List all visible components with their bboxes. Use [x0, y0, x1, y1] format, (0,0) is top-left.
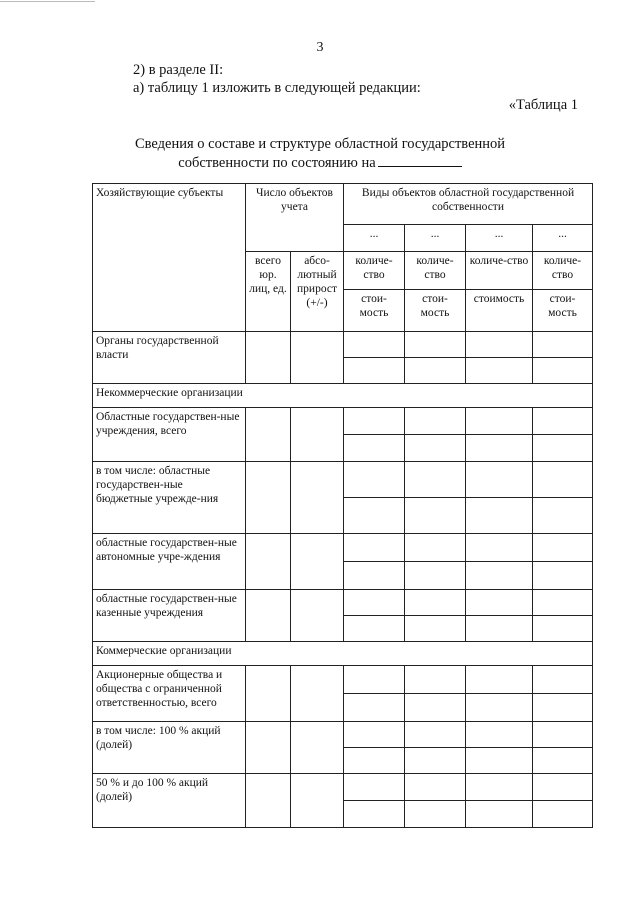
table-cell [405, 358, 466, 384]
page-number: 3 [316, 40, 324, 55]
table-cell [291, 462, 344, 534]
table-cell [533, 462, 593, 498]
header-cost-2: стои-мость [405, 290, 466, 332]
table-cell [405, 408, 466, 435]
header-entities: Хозяйствующие субъекты [93, 184, 246, 332]
table-cell [533, 590, 593, 616]
table-cell [466, 616, 533, 642]
intro-line-1: 2) в разделе II: [133, 62, 224, 78]
table-cell [344, 562, 405, 590]
table-cell [466, 774, 533, 801]
table-cell [533, 408, 593, 435]
table-cell [246, 722, 291, 774]
row-label-state-bodies: Органы государственной власти [93, 332, 246, 384]
table-cell [291, 534, 344, 590]
header-type-1: ... [344, 225, 405, 252]
table-cell [291, 722, 344, 774]
header-cost-1: стои-мость [344, 290, 405, 332]
table-cell [466, 534, 533, 562]
table-cell [533, 358, 593, 384]
header-type-3: ... [466, 225, 533, 252]
table-cell [246, 462, 291, 534]
table-cell [466, 722, 533, 748]
table-cell [466, 694, 533, 722]
table-cell [466, 666, 533, 694]
table-cell [344, 435, 405, 462]
header-quantity-3: количе-ство [466, 252, 533, 290]
table-cell [344, 534, 405, 562]
table-cell [246, 534, 291, 590]
header-cost-3: стоимость [466, 290, 533, 332]
table-cell [405, 748, 466, 774]
property-structure-table [92, 183, 593, 828]
table-cell [246, 590, 291, 642]
header-abs-growth: абсо-лютный прирост (+/-) [291, 252, 344, 332]
table-cell [344, 666, 405, 694]
row-label-companies-total: Акционерные общества и общества с ограниченной ответственностью, всего [93, 666, 246, 722]
table-cell [533, 748, 593, 774]
table-cell [533, 562, 593, 590]
header-types-group: Виды объектов областной государственной собственности [344, 184, 593, 225]
intro-line-2: а) таблицу 1 изложить в следующей редакции: [133, 80, 421, 96]
table-cell [466, 408, 533, 435]
row-label-50-to-100-percent: 50 % и до 100 % акций (долей) [93, 774, 246, 828]
table-cell [344, 498, 405, 534]
row-label-state-institutions-total: Областные государствен-ные учреждения, всего [93, 408, 246, 462]
table-cell [466, 435, 533, 462]
table-cell [533, 616, 593, 642]
table-cell [344, 748, 405, 774]
title-line-2 [0, 154, 640, 173]
table-cell [466, 748, 533, 774]
table-cell [246, 666, 291, 722]
table-cell [344, 801, 405, 828]
table-cell [405, 462, 466, 498]
table-cell [344, 722, 405, 748]
table-cell [405, 332, 466, 358]
table-cell [344, 408, 405, 435]
table-cell [405, 616, 466, 642]
title-line-2-text: собственности по состоянию на [178, 155, 376, 171]
row-label-budget-institutions: в том числе: областные государствен-ные бюджетные учрежде-ния [93, 462, 246, 534]
table-cell [405, 562, 466, 590]
table-cell [344, 774, 405, 801]
table-cell [291, 774, 344, 828]
table-cell [344, 590, 405, 616]
row-label-100-percent: в том числе: 100 % акций (долей) [93, 722, 246, 774]
table-cell [405, 722, 466, 748]
table-cell [533, 498, 593, 534]
table-cell [405, 435, 466, 462]
table-cell [533, 774, 593, 801]
row-label-autonomous-institutions: областные государствен-ные автономные учре-ждения [93, 534, 246, 590]
title-line-1: Сведения о составе и структуре областной государственной [134, 136, 506, 152]
table-cell [466, 498, 533, 534]
table-cell [405, 774, 466, 801]
table-cell [344, 616, 405, 642]
table-cell [533, 694, 593, 722]
table-cell [405, 498, 466, 534]
row-label-treasury-institutions: областные государствен-ные казенные учреждения [93, 590, 246, 642]
table-cell [291, 332, 344, 384]
table-cell [291, 666, 344, 722]
date-blank-line [378, 154, 462, 167]
table-cell [405, 534, 466, 562]
table-cell [246, 774, 291, 828]
header-quantity-2: количе-ство [405, 252, 466, 290]
table-cell [246, 408, 291, 462]
header-total: всего юр. лиц, ед. [246, 252, 291, 332]
header-type-2: ... [405, 225, 466, 252]
section-noncommercial: Некоммерческие организации [93, 384, 593, 408]
table-cell [344, 332, 405, 358]
table-cell [466, 358, 533, 384]
top-border-line [0, 1, 95, 2]
table-cell [246, 332, 291, 384]
header-quantity-4: количе-ство [533, 252, 593, 290]
table-cell [533, 332, 593, 358]
table-cell [466, 801, 533, 828]
table-reference: «Таблица 1 [508, 97, 578, 113]
header-type-4: ... [533, 225, 593, 252]
table-cell [533, 722, 593, 748]
table-cell [533, 534, 593, 562]
header-cost-4: стои-мость [533, 290, 593, 332]
section-commercial: Коммерческие организации [93, 642, 593, 666]
table-cell [405, 590, 466, 616]
table-cell [291, 590, 344, 642]
table-cell [533, 801, 593, 828]
table-cell [466, 332, 533, 358]
table-cell [344, 358, 405, 384]
table-cell [533, 435, 593, 462]
table-cell [405, 666, 466, 694]
table-cell [344, 694, 405, 722]
table-title [0, 135, 640, 173]
table-cell [466, 590, 533, 616]
table-cell [466, 562, 533, 590]
table-cell [344, 462, 405, 498]
table-cell [291, 408, 344, 462]
table-cell [466, 462, 533, 498]
table-cell [405, 801, 466, 828]
header-quantity-1: количе-ство [344, 252, 405, 290]
table-cell [533, 666, 593, 694]
header-count-group: Число объектов учета [246, 184, 344, 252]
table-cell [405, 694, 466, 722]
